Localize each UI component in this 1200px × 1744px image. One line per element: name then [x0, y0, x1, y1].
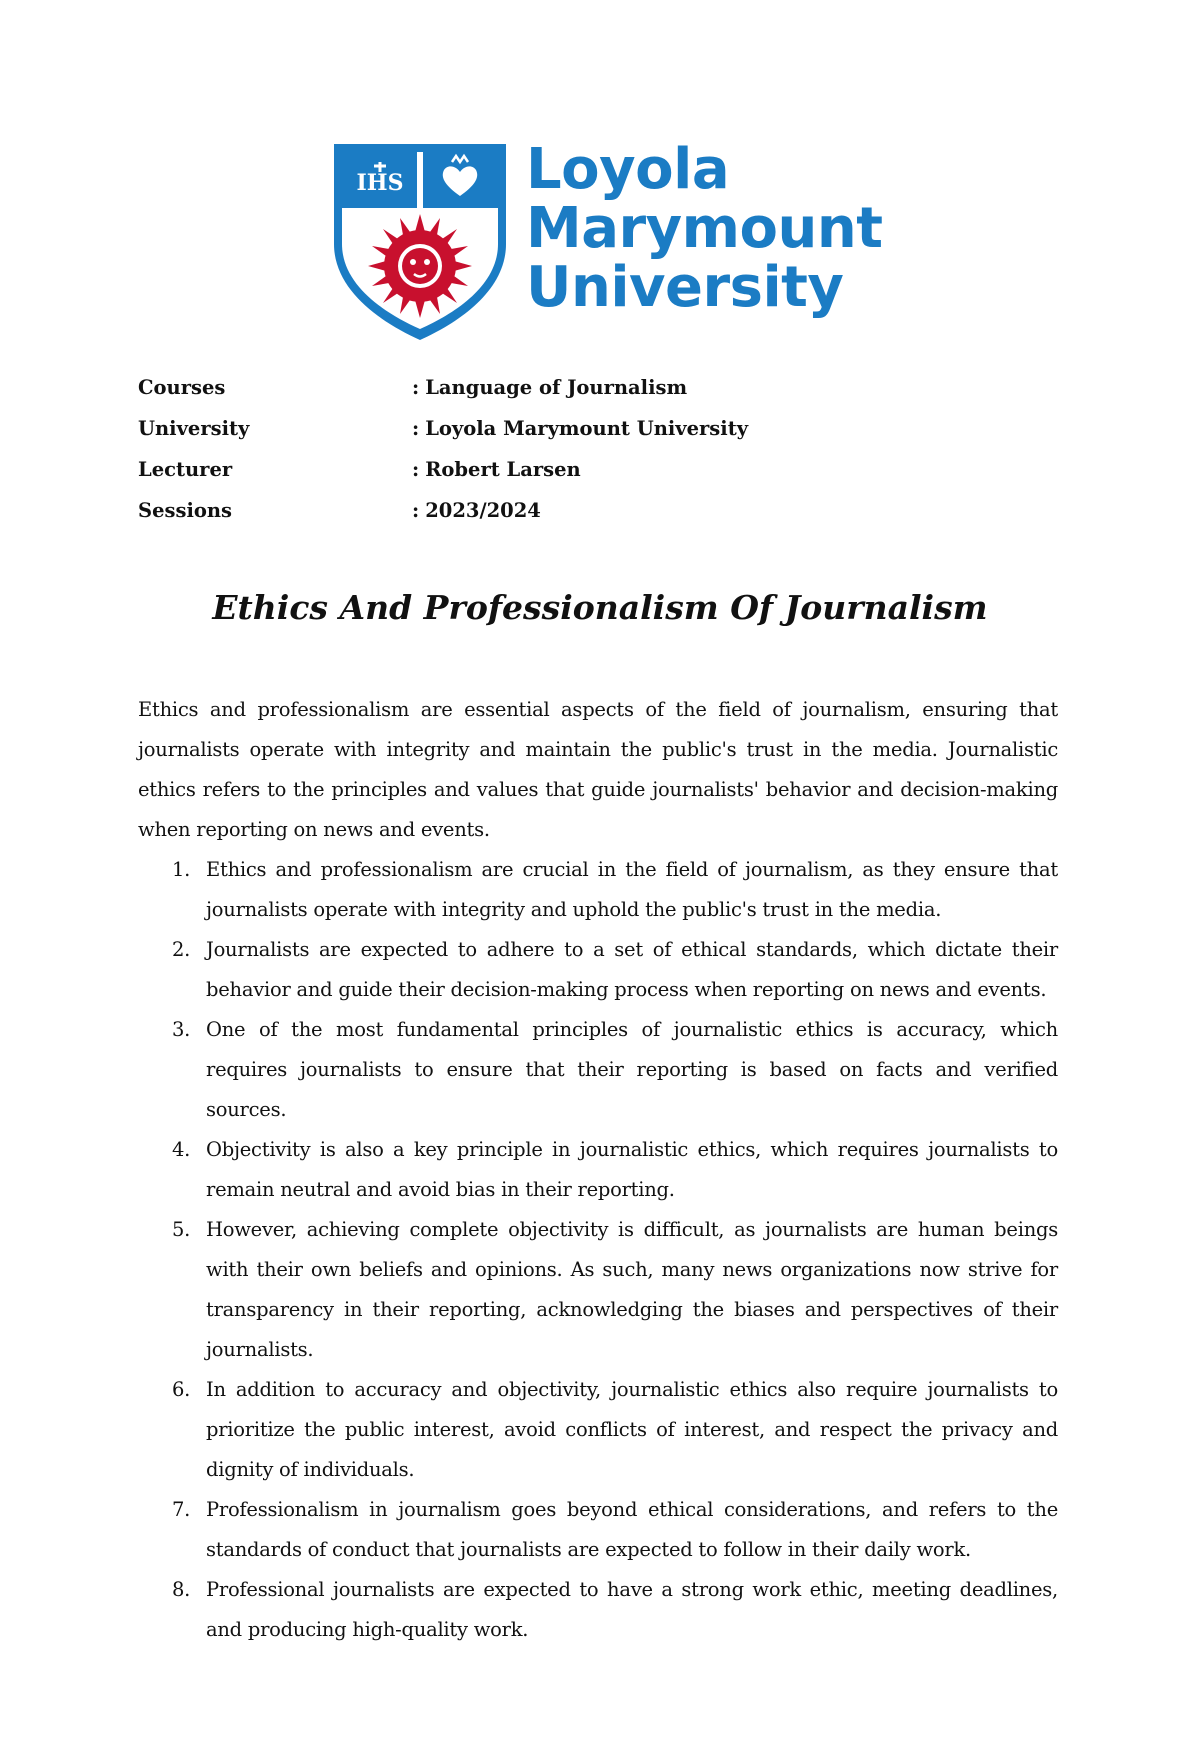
list-text: Professional journalists are expected to have a strong work ethic, meeting deadlines, and producing high-quality work.: [206, 1578, 1058, 1641]
list-number: 2.: [172, 938, 191, 961]
list-item: [138, 1490, 1058, 1570]
list-text: Objectivity is also a key principle in journalistic ethics, which requires journalists to remain neutral and avoid bias in their reporting.: [206, 1138, 1058, 1201]
info-value-wrapper: [412, 376, 687, 399]
info-label: Courses: [138, 376, 226, 399]
list-text: However, achieving complete objectivity is difficult, as journalists are human beings with their own beliefs and opinions. As such, many news organizations now strive for transparency in their reporting, acknowledging the biases and perspectives of their journalists.: [206, 1218, 1058, 1361]
list-item: [138, 850, 1058, 930]
list-number: 6.: [172, 1378, 191, 1401]
wordmark-line-1: Loyola: [526, 137, 730, 202]
info-label: Lecturer: [138, 458, 233, 481]
intro-paragraph: Ethics and professionalism are essential aspects of the field of journalism, ensuring that journalists operate with integrity and maintain the public's trust in the media. Journalistic ethics refers to the principles and values that guide journalists' behavior and decision-making when reporting on news and events.: [138, 698, 1058, 841]
university-wordmark: [526, 137, 883, 320]
list-item: [138, 1370, 1058, 1490]
info-separator: :: [412, 376, 420, 399]
info-value: 2023/2024: [425, 499, 541, 522]
info-value: Robert Larsen: [425, 458, 581, 481]
list-item: [138, 1010, 1058, 1130]
list-number: 8.: [172, 1578, 191, 1601]
list-number: 7.: [172, 1498, 191, 1521]
list-text: In addition to accuracy and objectivity, journalistic ethics also require journalists to prioritize the public interest, avoid conflicts of interest, and respect the privacy and dignity of individuals.: [206, 1378, 1058, 1481]
course-info-table: [138, 376, 1038, 540]
info-value: Language of Journalism: [425, 376, 688, 399]
info-separator: :: [412, 458, 420, 481]
wordmark-line-2: Marymount: [526, 196, 883, 261]
university-logo: [330, 137, 883, 350]
info-separator: :: [412, 417, 420, 440]
lmu-shield-crest-icon: [330, 140, 510, 344]
list-item: [138, 930, 1058, 1010]
info-value-wrapper: [412, 458, 581, 481]
list-text: Ethics and professionalism are crucial in the field of journalism, as they ensure that journalists operate with integrity and uphold the public's trust in the media.: [206, 858, 1058, 921]
list-text: Professionalism in journalism goes beyond ethical considerations, and refers to the standards of conduct that journalists are expected to follow in their daily work.: [206, 1498, 1058, 1561]
info-value-wrapper: [412, 499, 541, 522]
info-separator: :: [412, 499, 420, 522]
list-text: Journalists are expected to adhere to a set of ethical standards, which dictate their behavior and guide their decision-making process when reporting on news and events.: [206, 938, 1058, 1001]
list-item: [138, 1210, 1058, 1370]
info-row-university: [138, 417, 1038, 458]
list-item: [138, 1570, 1058, 1650]
numbered-list: [138, 850, 1058, 1650]
info-label: University: [138, 417, 250, 440]
list-number: 3.: [172, 1018, 191, 1041]
list-text: One of the most fundamental principles of journalistic ethics is accuracy, which requires journalists to ensure that their reporting is based on facts and verified sources.: [206, 1018, 1058, 1121]
info-row-sessions: [138, 499, 1038, 540]
list-number: 4.: [172, 1138, 191, 1161]
info-row-lecturer: [138, 458, 1038, 499]
document-body: [138, 690, 1058, 1650]
list-number: 1.: [172, 858, 191, 881]
list-number: 5.: [172, 1218, 191, 1241]
list-item: [138, 1130, 1058, 1210]
svg-text:IHS: IHS: [356, 170, 404, 196]
document-title: Ethics And Professionalism Of Journalism: [212, 588, 988, 627]
info-value: Loyola Marymount University: [425, 417, 749, 440]
info-label: Sessions: [138, 499, 233, 522]
info-value-wrapper: [412, 417, 748, 440]
info-row-courses: [138, 376, 1038, 417]
wordmark-line-3: University: [526, 255, 844, 320]
